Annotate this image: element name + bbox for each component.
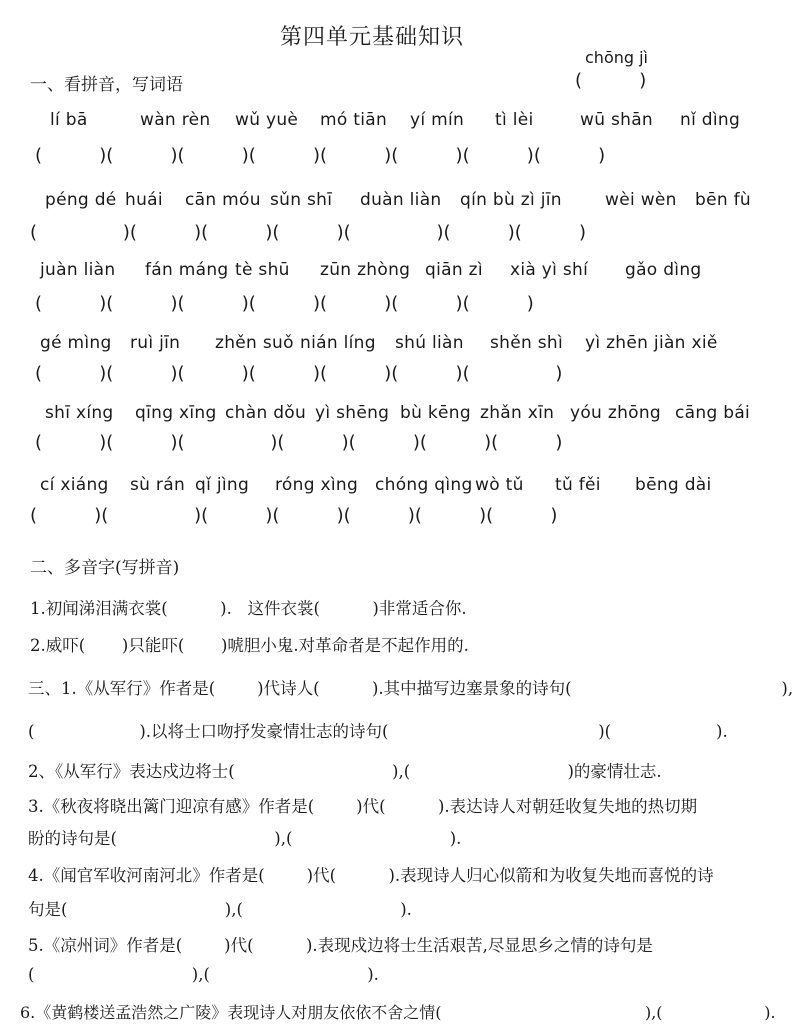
answer-brackets: ( )( )( )( )( )( )( ) [35, 363, 563, 384]
pinyin-item: yì zhēn jiàn xiě [585, 333, 718, 353]
question-line: 5.《凉州词》作者是( )代( ).表现戍边将士生活艰苦,尽显思乡之情的诗句是 [28, 936, 653, 955]
pinyin-item: lí bā [50, 110, 88, 130]
pinyin-item: sǔn shī [270, 190, 333, 210]
pinyin-item: wǔ yuè [235, 110, 299, 130]
question-line: ( ).以将士口吻抒发豪情壮志的诗句( )( ). [28, 722, 728, 741]
pinyin-item: bēng dài [635, 475, 712, 495]
pinyin-item: wò tǔ [475, 475, 524, 495]
answer-brackets: ( )( )( )( )( )( )( ) [35, 293, 534, 314]
pinyin-item: bēn fù [695, 190, 751, 210]
worksheet-title: 第四单元基础知识 [280, 25, 465, 50]
pinyin-item: cān móu [185, 190, 261, 210]
pinyin-item: zhǎn xīn [480, 403, 555, 423]
pinyin-item: xià yì shí [510, 260, 589, 280]
pinyin-item: bù kēng [400, 403, 471, 423]
pinyin-item: yóu zhōng [570, 403, 662, 423]
pinyin-item: fán máng [145, 260, 229, 280]
top-pinyin: chōng jì [585, 48, 648, 67]
pinyin-item: shěn shì [490, 333, 564, 353]
pinyin-item: chóng qìng [375, 475, 473, 495]
question-line: 2、《从军行》表达戍边将士( ),( )的豪情壮志. [28, 762, 662, 781]
pinyin-item: yì shēng [315, 403, 390, 423]
section1-heading: 一、看拼音，写词语 [30, 75, 183, 95]
pinyin-item: ruì jīn [130, 333, 181, 353]
pinyin-item: zhěn suǒ [215, 333, 294, 353]
pinyin-item: juàn liàn [40, 260, 116, 280]
pinyin-item: yí mín [410, 110, 465, 130]
answer-brackets: ( )( )( )( )( )( )( )( ) [35, 145, 606, 166]
question-line: 2.威吓( )只能吓( )唬胆小鬼.对革命者是不起作用的. [30, 636, 469, 655]
question-line: ( ),( ). [28, 965, 379, 984]
pinyin-item: shú liàn [395, 333, 464, 353]
question-line: 句是( ),( ). [28, 900, 412, 919]
pinyin-item: wàn rèn [140, 110, 211, 130]
pinyin-item: qǐ jìng [195, 475, 250, 495]
question-line: 盼的诗句是( ),( ). [28, 829, 462, 848]
pinyin-item: nǐ dìng [680, 110, 741, 130]
answer-brackets: ( )( )( )( )( )( )( ) [30, 222, 587, 243]
pinyin-item: cāng bái [675, 403, 751, 423]
pinyin-item: cí xiáng [40, 475, 109, 495]
question-line: 1.初闻涕泪满衣裳( ). 这件衣裳( )非常适合你. [30, 599, 467, 618]
pinyin-item: gǎo dìng [625, 260, 702, 280]
pinyin-item: qīng xīng [135, 403, 217, 423]
question-line: 6.《黄鹤楼送孟浩然之广陵》表现诗人对朋友依依不舍之情( ),( ). [20, 1003, 776, 1022]
pinyin-item: huái [125, 190, 163, 210]
pinyin-item: tǔ fěi [555, 475, 601, 495]
pinyin-item: sù rán [130, 475, 186, 495]
answer-brackets: ( )( )( )( )( )( )( ) [35, 432, 563, 453]
pinyin-item: róng xìng [275, 475, 359, 495]
question-line: 3.《秋夜将晓出篱门迎凉有感》作者是( )代( ).表达诗人对朝廷收复失地的热切期 [28, 797, 698, 816]
pinyin-item: péng dé [45, 190, 117, 210]
top-bracket: ( ) [575, 70, 647, 91]
pinyin-item: tì lèi [495, 110, 534, 130]
pinyin-item: zūn zhòng [320, 260, 411, 280]
pinyin-item: shī xíng [45, 403, 114, 423]
section2-heading: 二、多音字(写拼音) [30, 558, 180, 578]
pinyin-item: chàn dǒu [225, 403, 307, 423]
pinyin-item: qín bù zì jīn [460, 190, 562, 210]
pinyin-item: nián líng [300, 333, 376, 353]
pinyin-item: wū shān [580, 110, 654, 130]
pinyin-item: wèi wèn [605, 190, 677, 210]
pinyin-item: duàn liàn [360, 190, 442, 210]
pinyin-item: qiān zì [425, 260, 483, 280]
pinyin-item: tè shū [235, 260, 290, 280]
answer-brackets: ( )( )( )( )( )( )( ) [30, 505, 558, 526]
pinyin-item: gé mìng [40, 333, 112, 353]
question-line: 4.《闻官军收河南河北》作者是( )代( ).表现诗人归心似箭和为收复失地而喜悦的诗 [28, 866, 714, 885]
question-line: 三、1.《从军行》作者是( )代诗人( ).其中描写边塞景象的诗句( ), [28, 679, 794, 698]
pinyin-item: mó tiān [320, 110, 388, 130]
